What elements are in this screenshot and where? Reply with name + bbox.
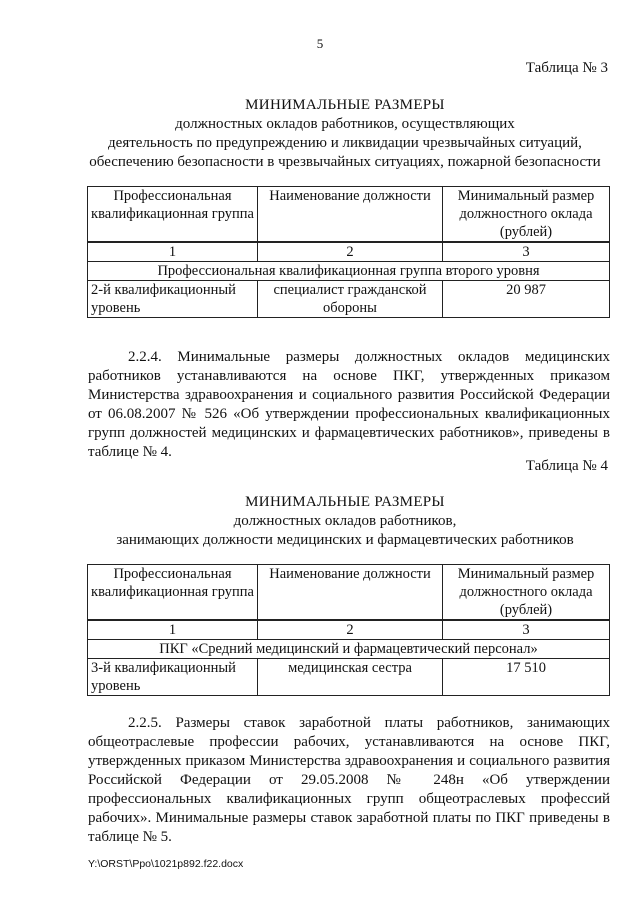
table-cell-level: 3-й квалификационный уровень [88,659,258,696]
table-column-number: 2 [258,620,443,640]
paragraph-2-2-5 [88,714,610,847]
table3-subtitle-line: должностных окладов работников, осуществляющих [175,116,515,132]
table-header-cell: Наименование должности [258,187,443,243]
table-group-row [88,262,610,281]
table-cell-salary: 17 510 [443,659,610,696]
table3 [87,186,610,318]
table3-title: МИНИМАЛЬНЫЕ РАЗМЕРЫ [245,97,445,113]
table-row [88,659,610,696]
table-number-row [88,620,610,640]
table4-title: МИНИМАЛЬНЫЕ РАЗМЕРЫ [245,494,445,510]
table3-subtitle-line: обеспечению безопасности в чрезвычайных ситуациях, пожарной безопасности [89,154,601,170]
table-column-number: 3 [443,242,610,262]
table3-subtitle-line: деятельность по предупреждению и ликвидации чрезвычайных ситуаций, [108,135,582,151]
table-header-cell: Профессиональная квалификационная группа [88,187,258,243]
table-row [88,281,610,318]
page-number: 5 [316,36,324,51]
table-column-number: 1 [88,242,258,262]
table3-heading [80,96,610,172]
table-header-row [88,187,610,243]
table-column-number: 3 [443,620,610,640]
table-header-cell: Минимальный размер должностного оклада (рублей) [443,565,610,621]
table-header-cell: Наименование должности [258,565,443,621]
table4-subtitle-line: занимающих должности медицинских и фармацевтических работников [116,532,574,548]
paragraph-text: 2.2.5. Размеры ставок заработной платы работников, занимающих общеотраслевые профессии рабочих, устанавливаются на основе ПКГ, утвержденных приказом Министерства здравоохранения и социального развития Российской Федерации от 29.05.2008 № 248н «Об утверждении профессиональных квалификационных групп общеотраслевых профессий рабочих». Минимальные размеры ставок заработной платы по ПКГ приведены в таблице № 5. [88,715,610,845]
table-cell-position: медицинская сестра [258,659,443,696]
table-group-title: Профессиональная квалификационная группа второго уровня [88,262,610,281]
table-cell-salary: 20 987 [443,281,610,318]
table4 [87,564,610,696]
table-number-row [88,242,610,262]
table4-label: Таблица № 4 [525,458,608,474]
paragraph-text: 2.2.4. Минимальные размеры должностных окладов медицинских работников устанавливаются на основе ПКГ, утвержденных приказом Министерства здравоохранения и социального развития Российской Федерации от 06.08.2007 № 526 «Об утверждении профессиональных квалификационных групп должностей медицинских и фармацевтических работников», приведены в таблице № 4. [88,349,610,460]
table-cell-level: 2-й квалификационный уровень [88,281,258,318]
table-header-row [88,565,610,621]
table-group-row [88,640,610,659]
table4-heading [80,493,610,550]
table4-subtitle-line: должностных окладов работников, [233,513,457,529]
table-header-cell: Профессиональная квалификационная группа [88,565,258,621]
paragraph-2-2-4 [88,348,610,462]
table-column-number: 1 [88,620,258,640]
table3-label: Таблица № 3 [525,60,608,76]
table-header-cell: Минимальный размер должностного оклада (рублей) [443,187,610,243]
table-cell-position: специалист гражданской обороны [258,281,443,318]
table-column-number: 2 [258,242,443,262]
table-group-title: ПКГ «Средний медицинский и фармацевтический персонал» [88,640,610,659]
file-path-footer: Y:\ORST\Ppo\1021p892.f22.docx [88,858,244,870]
